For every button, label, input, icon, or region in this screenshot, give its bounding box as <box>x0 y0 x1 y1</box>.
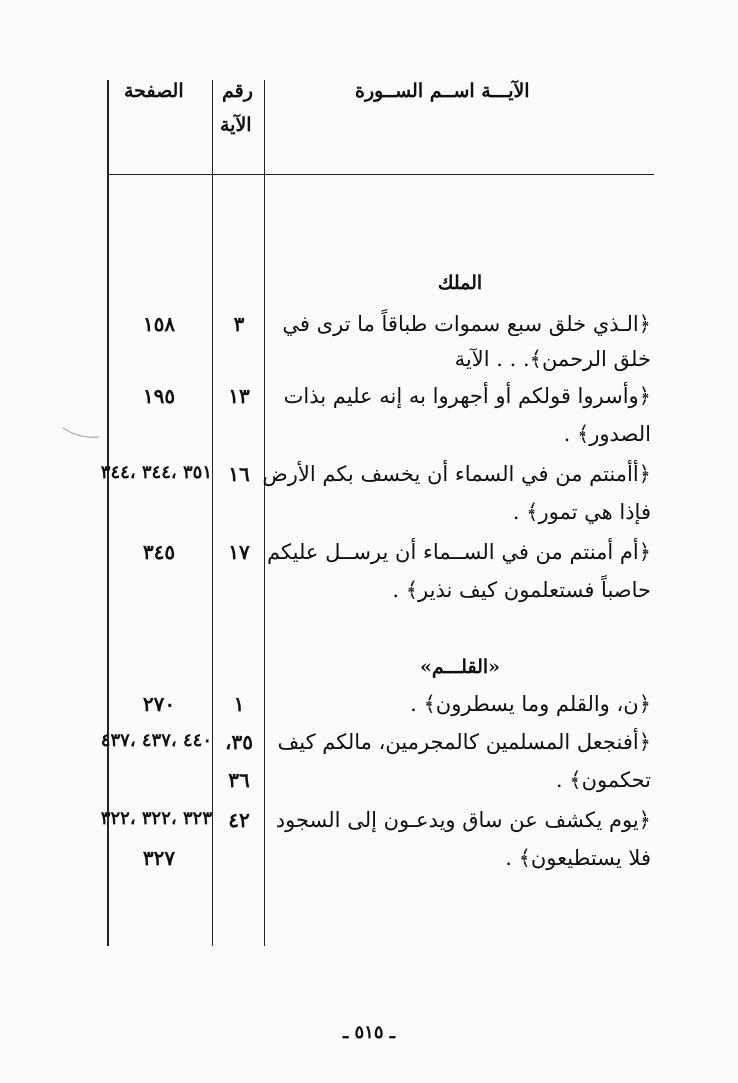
ayah-number: ١ <box>233 692 245 716</box>
ayah-number: ١٣ <box>228 384 250 408</box>
verse-line: ﴿الـذي خلق سبع سموات طباقاً ما ترى في <box>282 312 651 336</box>
ayah-number-header-line1: رقم <box>222 80 253 102</box>
ayah-number: ١٧ <box>228 540 250 564</box>
page-reference: ٣٥١ ،٣٤٤ ،٣٤٤ <box>100 462 212 483</box>
verse-line: خلق الرحمن﴾. . . الآية <box>454 347 651 371</box>
verse-line: ﴿أأمنتم من في السماء أن يخسف بكم الأرض <box>262 462 651 486</box>
ayah-number: ٣٦ <box>228 768 250 792</box>
page-column-divider <box>212 80 213 946</box>
verse-line: حاصباً فستعلمون كيف نذير﴾ . <box>392 578 651 602</box>
page-reference: ١٩٥ <box>142 384 176 408</box>
page-column-header: الصفحة <box>124 80 184 102</box>
verse-line: ﴿أم أمنتم من في الســماء أن يرســل عليكم <box>267 540 651 564</box>
verse-line: ﴿أفنجعل المسلمين كالمجرمين، مالكم كيف <box>277 730 651 754</box>
verse-line: ﴿ن، والقلم وما يسطرون﴾ . <box>410 692 651 716</box>
sura-title-al-mulk: الملك <box>437 272 483 294</box>
verse-line: ﴿وأسروا قولكم أو أجهروا به إنه عليم بذات <box>283 384 651 408</box>
page-reference: ١٥٨ <box>142 312 176 336</box>
stray-pen-mark <box>62 425 100 441</box>
verse-line: فلا يستطيعون﴾ . <box>505 846 651 870</box>
page-reference: ٣٢٣ ،٣٢٢ ،٣٢٢ <box>100 808 212 829</box>
page-number: ـ ٥١٥ ـ <box>342 1022 396 1043</box>
sura-title-al-qalam: «القلـــم» <box>419 656 501 678</box>
page-reference: ٣٢٧ <box>142 846 176 870</box>
ayah-number: ١٦ <box>228 462 250 486</box>
verse-line: ﴿يوم يكشف عن ساق ويدعـون إلى السجود <box>275 808 651 832</box>
ayah-number-header-line2: الآية <box>220 114 252 136</box>
verse-line: الصدور﴾ . <box>563 422 651 446</box>
page-reference: ٤٤٠ ،٤٣٧ ،٤٣٧ <box>100 730 212 751</box>
ayah-number: ٣٥، <box>225 730 253 754</box>
ayah-column-divider <box>264 80 265 946</box>
page-reference: ٢٧٠ <box>142 692 176 716</box>
verse-sura-column-header: الآيـــة اســم الســورة <box>355 80 530 102</box>
verse-line: فإذا هي تمور﴾ . <box>512 500 651 524</box>
verse-line: تحكمون﴾ . <box>555 768 651 792</box>
ayah-number: ٤٢ <box>228 808 250 832</box>
page-reference: ٣٤٥ <box>142 540 176 564</box>
ayah-number: ٣ <box>233 312 245 336</box>
header-bottom-rule <box>107 174 654 175</box>
